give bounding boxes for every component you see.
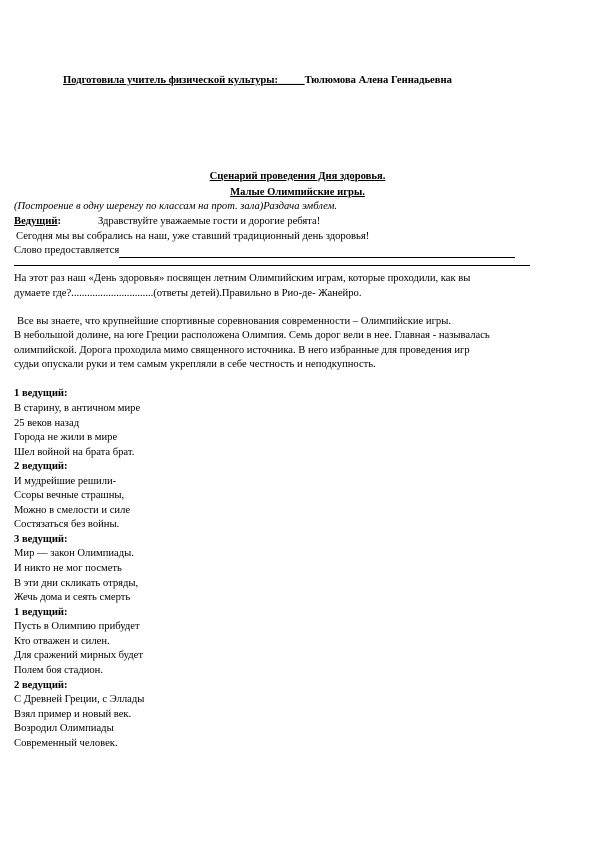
verse-line: Кто отважен и силен.: [14, 636, 110, 647]
floor-label: Слово предоставляется: [14, 245, 120, 256]
author-gap: _____: [278, 75, 305, 86]
verse-line: Жечь дома и сеять смерть: [14, 592, 131, 603]
history-line-3: олимпийской. Дорога проходила мимо священного источника. В него избранные для проведения игр: [14, 345, 470, 356]
verse-line: Полем боя стадион.: [14, 665, 103, 676]
host-intro-line: Сегодня мы вы собрались на наш, уже ставший традиционный день здоровья!: [16, 231, 370, 242]
verse-3-speaker: 3 ведущий:: [14, 534, 68, 545]
verse-line: Мир — закон Олимпиады.: [14, 548, 134, 559]
author-label: Подготовила учитель физической культуры:: [63, 75, 279, 86]
history-line-2: В небольшой долине, на юге Греции расположена Олимпия. Семь дорог вели в нее. Главная - называлась: [14, 330, 490, 341]
host-greeting-line: [14, 215, 320, 229]
verse-line: Ссоры вечные страшны,: [14, 490, 125, 501]
verse-line: Города не жили в мире: [14, 432, 118, 443]
verse-4-speaker: 1 ведущий:: [14, 607, 68, 618]
verse-2-speaker: 2 ведущий:: [14, 461, 68, 472]
verse-1-speaker: 1 ведущий:: [14, 388, 68, 399]
floor-line: [14, 244, 515, 258]
host-greeting: Здравствуйте уважаемые гости и дорогие ребята!: [98, 216, 321, 227]
verse-line: Пусть в Олимпию прибудет: [14, 621, 140, 632]
verse-5-speaker: 2 ведущий:: [14, 680, 68, 691]
verse-line: 25 веков назад: [14, 418, 80, 429]
author-name: Тюлюмова Алена Геннадьевна: [304, 75, 452, 86]
document-subtitle: Малые Олимпийские игры.: [230, 187, 365, 198]
verse-line: Взял пример и новый век.: [14, 709, 132, 720]
intro-line-2: думаете где?...............................(ответы детей).Правильно в Рио-де- Жанейро.: [14, 288, 362, 299]
verse-line: Возродил Олимпиады: [14, 723, 114, 734]
verse-line: Шел войной на брата брат.: [14, 447, 135, 458]
host-speaker-colon: :: [57, 216, 61, 227]
verse-line: Для сражений мирных будет: [14, 650, 144, 661]
verse-line: Можно в смелости и силе: [14, 505, 131, 516]
verse-line: И мудрейшие решили-: [14, 476, 117, 487]
stage-direction: (Построение в одну шеренгу по классам на прот. зала)Раздача эмблем.: [14, 201, 337, 212]
history-line-4: судьи опускали руки и тем самым укрепляли в себе честность и неподкупность.: [14, 359, 376, 370]
history-line-1: Все вы знаете, что крупнейшие спортивные соревнования современности – Олимпийские игры.: [17, 316, 451, 327]
verse-line: В эти дни скликать отряды,: [14, 578, 139, 589]
intro-line-1: На этот раз наш «День здоровья» посвящен летним Олимпийским играм, которые проходили, как вы: [14, 273, 471, 284]
floor-blank: [119, 245, 515, 258]
verse-line: И никто не мог посметь: [14, 563, 122, 574]
verse-line: Состязаться без войны.: [14, 519, 120, 530]
verse-line: С Древней Греции, с Эллады: [14, 694, 145, 705]
blank-rule: [14, 265, 530, 266]
host-speaker: Ведущий: [14, 216, 58, 227]
document-title: Сценарий проведения Дня здоровья.: [209, 171, 386, 182]
author-line: [63, 74, 452, 88]
verse-line: В старину, в античном мире: [14, 403, 141, 414]
verse-line: Современный человек.: [14, 738, 118, 749]
